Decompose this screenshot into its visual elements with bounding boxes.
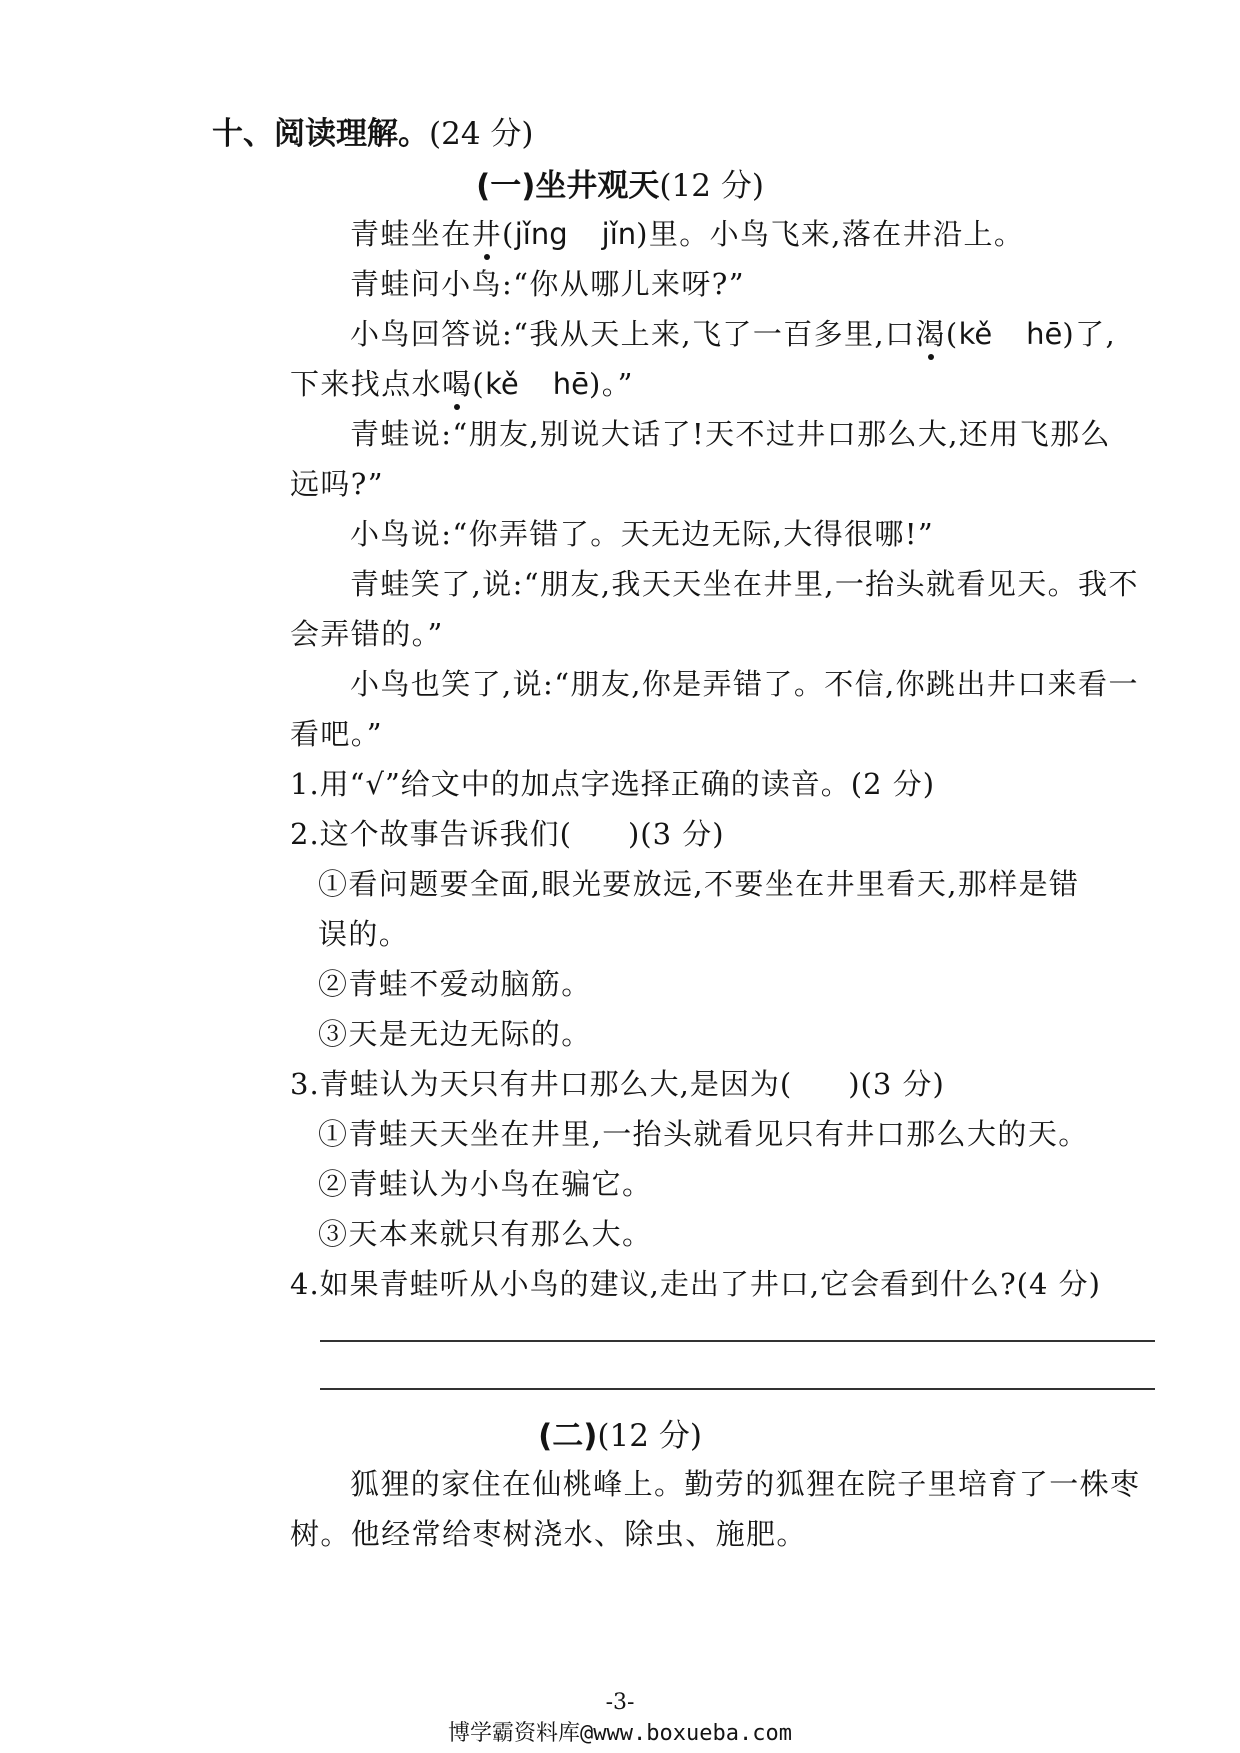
pinyin-option-b: hē — [1026, 317, 1063, 351]
question-4: 4.如果青蛙听从小鸟的建议,走出了井口,它会看到什么?(4 分) — [290, 1267, 1101, 1301]
passage1-line-10: 小鸟也笑了,说:“朋友,你是弄错了。不信,你跳出井口来看一 — [350, 667, 1139, 701]
dotted-char-he: 喝 — [442, 362, 472, 403]
passage1-line-2: 青蛙问小鸟:“你从哪儿来呀?” — [350, 267, 745, 301]
passage1-title — [0, 160, 1240, 205]
section-points: (24 分) — [429, 116, 534, 152]
question-2-option-1-cont: 误的。 — [318, 917, 410, 951]
passage1-line-7: 小鸟说:“你弄错了。天无边无际,大得很哪!” — [350, 517, 935, 551]
passage1-line-9: 会弄错的。” — [290, 617, 444, 651]
passage1-line-3: 小鸟回答说:“我从天上来,飞了一百多里,口渴(kě hē)了, — [350, 312, 1116, 353]
section-heading — [212, 108, 534, 153]
answer-line[interactable] — [320, 1340, 1155, 1342]
question-3-option-2: ②青蛙认为小鸟在骗它。 — [318, 1167, 653, 1201]
passage1-line-5: 青蛙说:“朋友,别说大话了!天不过井口那么大,还用飞那么 — [350, 417, 1111, 451]
pinyin-option-a: jǐng — [514, 217, 568, 251]
passage1-line-4: 下来找点水喝(kě hē)。” — [290, 362, 634, 403]
passage1-line-11: 看吧。” — [290, 717, 383, 751]
question-3: 3.青蛙认为天只有井口那么大,是因为( )(3 分) — [290, 1067, 945, 1101]
passage2-title-text: (二) — [538, 1418, 598, 1454]
passage1-line-1: 青蛙坐在井(jǐng jǐn)里。小鸟飞来,落在井沿上。 — [350, 212, 1024, 253]
pinyin-option-a: kě — [485, 367, 519, 401]
passage1-title-text: (一)坐井观天 — [476, 168, 660, 204]
passage1-points: (12 分) — [659, 168, 764, 204]
passage2-line-2: 树。他经常给枣树浇水、除虫、施肥。 — [290, 1517, 807, 1551]
section-title: 十、阅读理解。 — [212, 116, 429, 152]
question-3-option-3: ③天本来就只有那么大。 — [318, 1217, 653, 1251]
passage1-line-8: 青蛙笑了,说:“朋友,我天天坐在井里,一抬头就看见天。我不 — [350, 567, 1139, 601]
question-2-option-2: ②青蛙不爱动脑筋。 — [318, 967, 592, 1001]
pinyin-option-b: jǐn — [601, 217, 637, 251]
question-2-option-3: ③天是无边无际的。 — [318, 1017, 592, 1051]
question-2: 2.这个故事告诉我们( )(3 分) — [290, 817, 725, 851]
pinyin-option-a: kě — [958, 317, 993, 351]
passage2-points: (12 分) — [597, 1418, 702, 1454]
question-1: 1.用“√”给文中的加点字选择正确的读音。(2 分) — [290, 767, 936, 801]
pinyin-option-b: hē — [552, 367, 589, 401]
question-3-option-1: ①青蛙天天坐在井里,一抬头就看见只有井口那么大的天。 — [318, 1117, 1089, 1151]
passage2-title — [0, 1410, 1240, 1455]
question-2-option-1: ①看问题要全面,眼光要放远,不要坐在井里看天,那样是错 — [318, 867, 1080, 901]
passage2-line-1: 狐狸的家住在仙桃峰上。勤劳的狐狸在院子里培育了一株枣 — [350, 1467, 1141, 1501]
footer-watermark: 博学霸资料库@www.boxueba.com — [448, 1721, 792, 1746]
answer-line[interactable] — [320, 1388, 1155, 1390]
page-number: -3- — [605, 1690, 635, 1715]
passage1-line-6: 远吗?” — [290, 467, 384, 501]
dotted-char-jing: 井 — [472, 212, 502, 253]
dotted-char-ke: 渴 — [915, 312, 945, 353]
